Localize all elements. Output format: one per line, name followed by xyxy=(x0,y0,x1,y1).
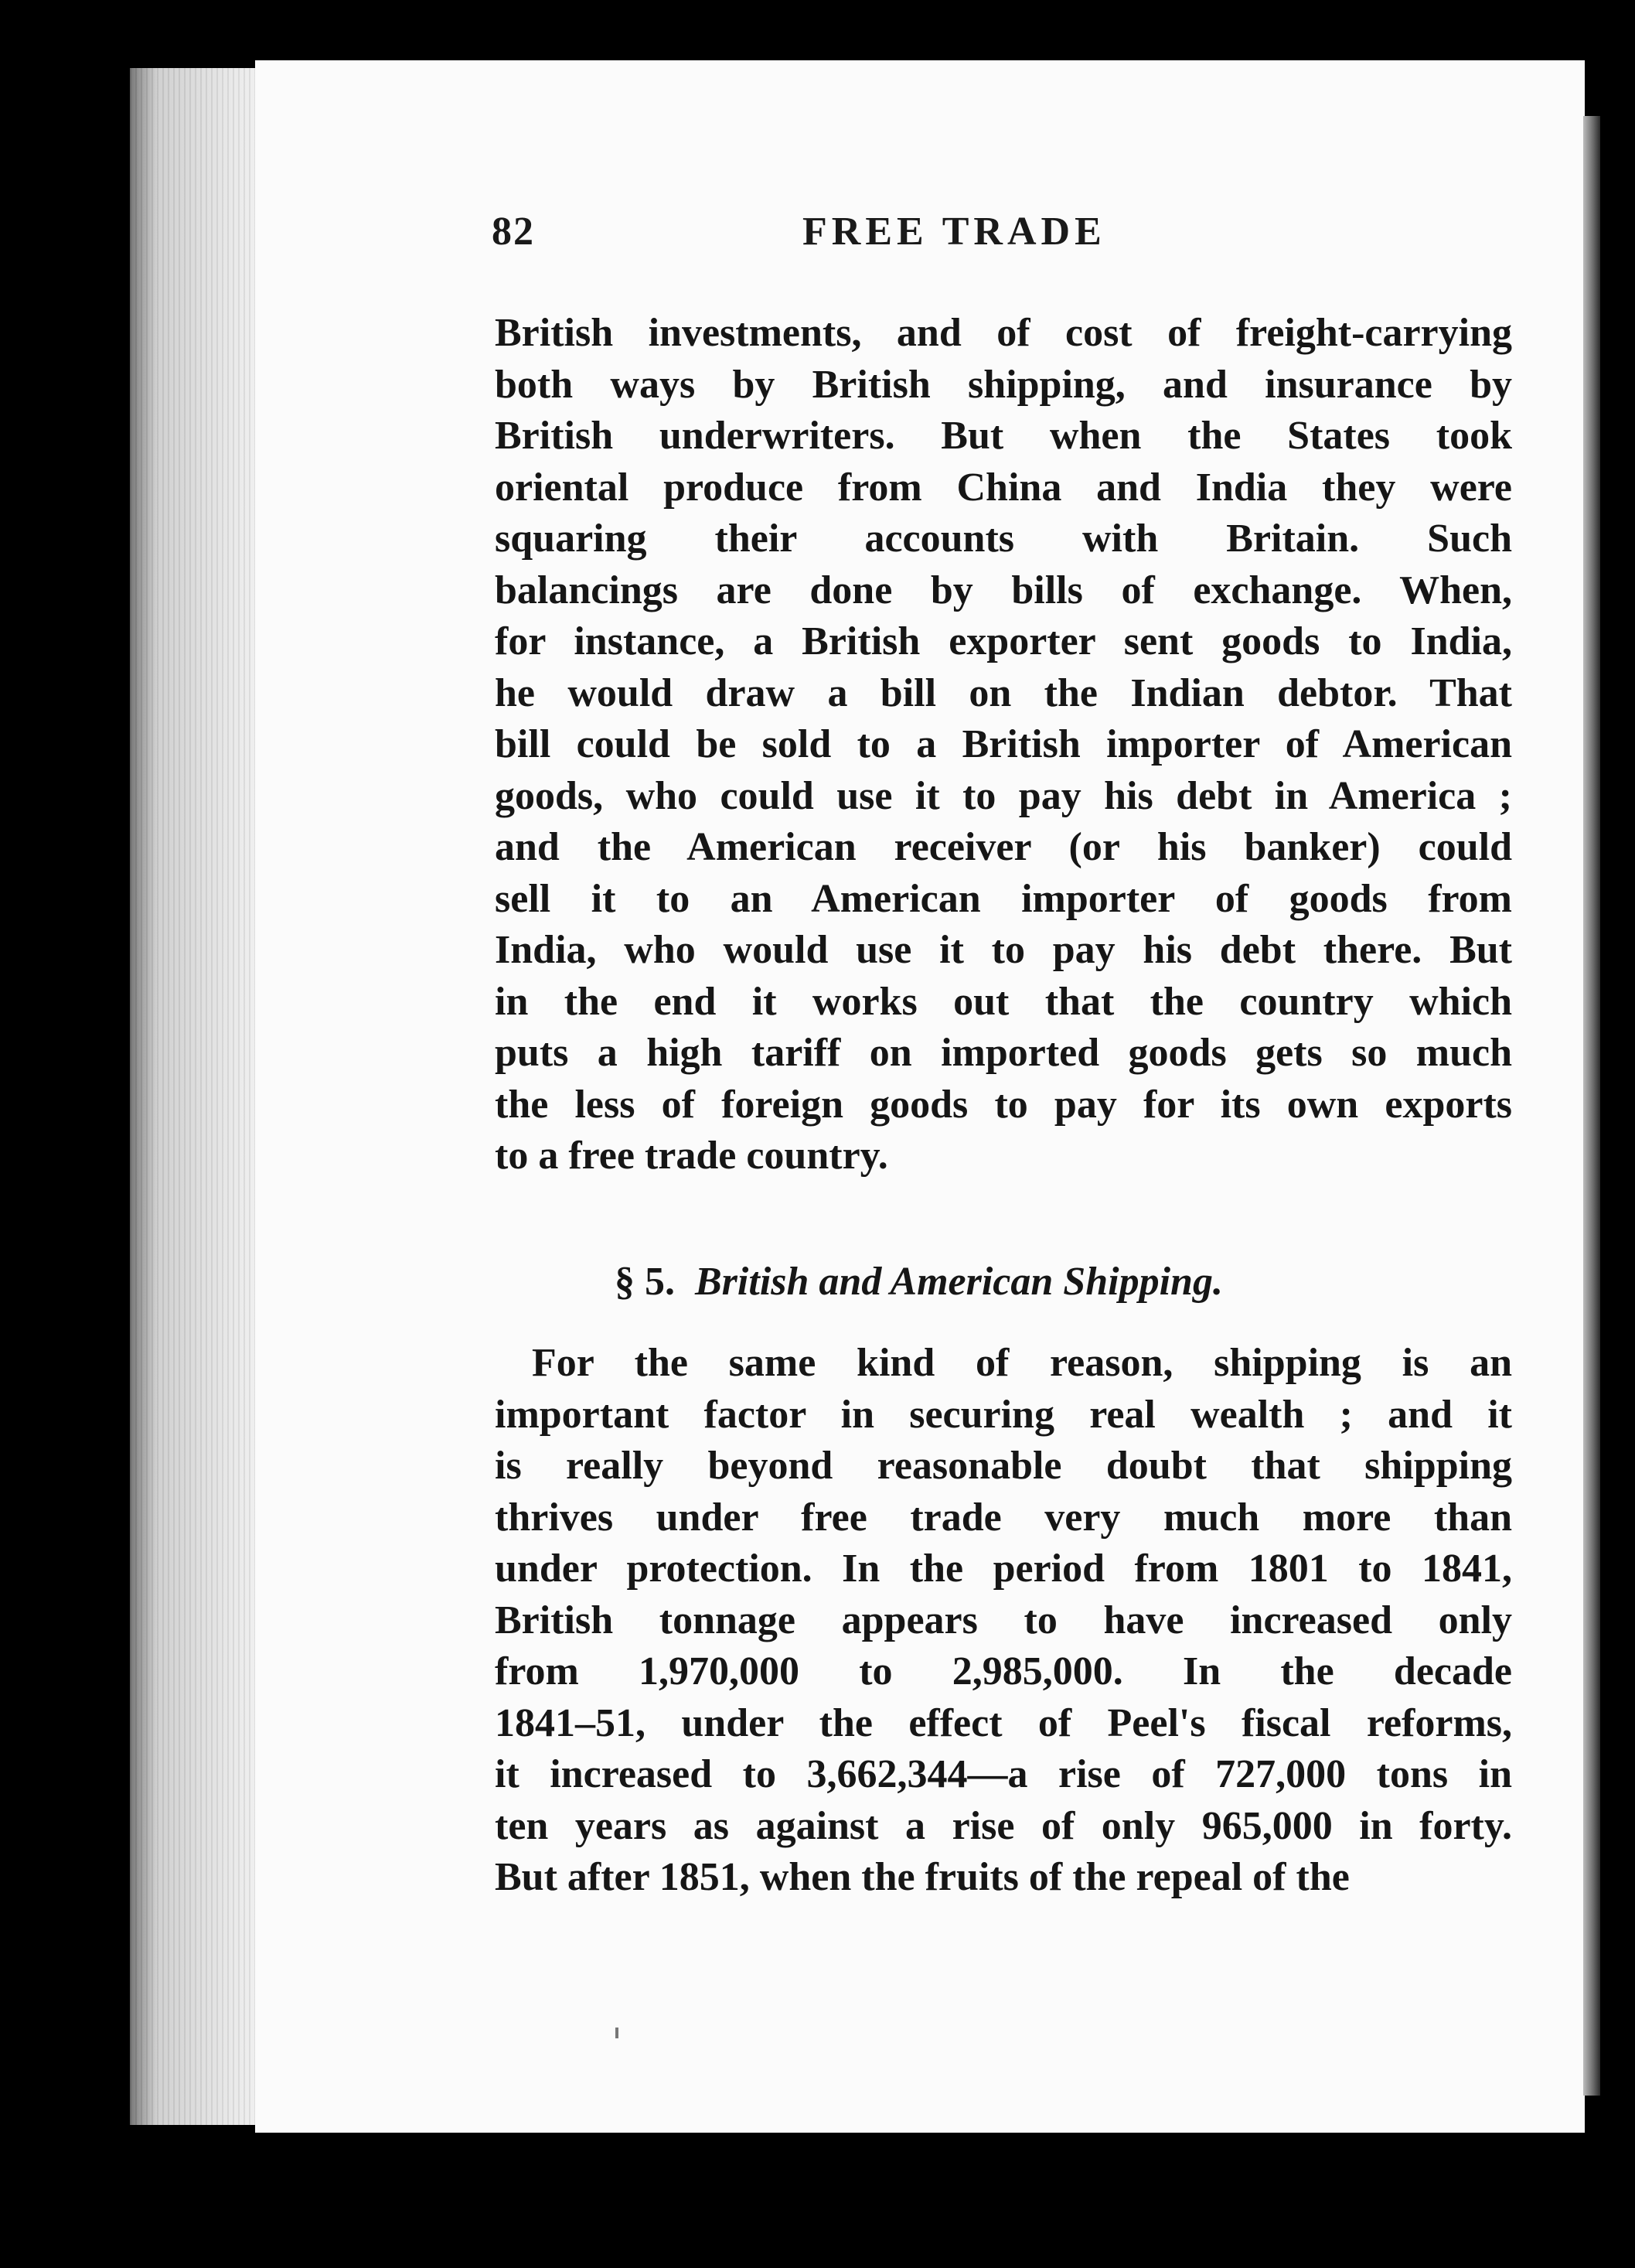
paragraph-2 xyxy=(495,1338,1512,1904)
text-line: balancings are done by bills of exchange. When, xyxy=(495,568,1512,612)
text-line: British underwriters. But when the States took xyxy=(495,414,1512,458)
page-header xyxy=(492,209,1512,264)
text-line: for instance, a British exporter sent goods to India, xyxy=(495,619,1512,663)
text-line: bill could be sold to a British importer of American xyxy=(495,722,1512,766)
text-line: important factor in securing real wealth ; and it xyxy=(495,1392,1512,1437)
text-line: British investments, and of cost of freight-carrying xyxy=(495,311,1512,355)
text-line: India, who would use it to pay his debt there. But xyxy=(495,928,1512,972)
text-line: goods, who could use it to pay his debt in America ; xyxy=(495,773,1512,818)
text-line: under protection. In the period from 1801 to 1841, xyxy=(495,1547,1512,1591)
text-line: puts a high tariff on imported goods gets so much xyxy=(495,1031,1512,1075)
text-line: sell it to an American importer of goods from xyxy=(495,876,1512,921)
running-head: FREE TRADE xyxy=(802,210,1106,254)
text-line: ten years as against a rise of only 965,000 in forty. xyxy=(495,1803,1512,1848)
section-heading xyxy=(615,1259,1223,1305)
text-line: to a free trade country. xyxy=(495,1134,888,1178)
text-line: But after 1851, when the fruits of the repeal of the xyxy=(495,1855,1350,1899)
text-line: both ways by British shipping, and insurance by xyxy=(495,362,1512,407)
text-line: thrives under free trade very much more than xyxy=(495,1495,1512,1540)
text-line: For the same kind of reason, shipping is an xyxy=(532,1341,1512,1385)
page-right-edge xyxy=(1583,116,1600,2096)
section-number: § 5. xyxy=(615,1260,675,1304)
text-line: he would draw a bill on the Indian debtor. That xyxy=(495,670,1512,715)
text-line: oriental produce from China and India they were xyxy=(495,465,1512,510)
text-line: from 1,970,000 to 2,985,000. In the decade xyxy=(495,1649,1512,1693)
text-line: British tonnage appears to have increased only xyxy=(495,1598,1512,1642)
text-line: squaring their accounts with Britain. Such xyxy=(495,517,1512,561)
text-line: 1841–51, under the effect of Peel's fiscal reforms, xyxy=(495,1700,1512,1745)
text-line: and the American receiver (or his banker) could xyxy=(495,825,1512,869)
page-edges-stack xyxy=(130,68,266,2125)
scan-speck xyxy=(615,2028,618,2038)
page-number: 82 xyxy=(492,210,535,254)
text-line: in the end it works out that the country which xyxy=(495,979,1512,1024)
text-line: is really beyond reasonable doubt that shipping xyxy=(495,1444,1512,1488)
section-title: British and American Shipping. xyxy=(695,1260,1223,1304)
text-line: it increased to 3,662,344—a rise of 727,000 tons in xyxy=(495,1752,1512,1796)
text-line: the less of foreign goods to pay for its own exports xyxy=(495,1082,1512,1127)
paragraph-1 xyxy=(495,308,1512,1182)
